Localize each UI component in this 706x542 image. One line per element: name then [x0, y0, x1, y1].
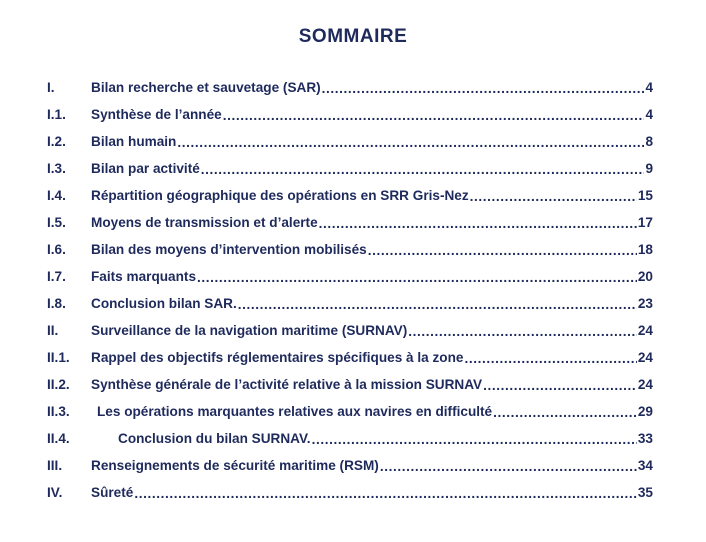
toc-entry[interactable] — [47, 425, 653, 452]
toc-entry-number: I.1. — [47, 107, 66, 122]
toc-entry[interactable] — [47, 209, 653, 236]
toc-dot-leader — [319, 216, 637, 231]
toc-entry[interactable] — [47, 290, 653, 317]
page-title: SOMMAIRE — [298, 26, 408, 47]
toc-entry-title: Répartition géographique des opérations en SRR Gris-Nez — [91, 188, 469, 203]
toc-entry-title: Surveillance de la navigation maritime (SURNAV) — [91, 323, 408, 338]
toc-entry-page: 33 — [637, 431, 653, 446]
toc-entry-page: 17 — [637, 215, 653, 230]
toc-entry-page: 9 — [645, 161, 653, 176]
toc-entry-title: Sûreté — [91, 485, 134, 500]
toc-entry-title: Bilan des moyens d’intervention mobilisés — [91, 242, 367, 257]
toc-entry-number: I.3. — [47, 161, 66, 176]
toc-dot-leader — [322, 81, 644, 96]
toc-entry[interactable] — [47, 74, 653, 101]
toc-entry-number: II. — [47, 323, 59, 338]
toc-entry-page: 8 — [645, 134, 653, 149]
toc-entry-title: Synthèse de l’année — [91, 107, 222, 122]
toc-entry-number: I. — [47, 80, 55, 95]
toc-entry[interactable] — [47, 155, 653, 182]
toc-entry-number: I.2. — [47, 134, 66, 149]
toc-entry-title: Renseignements de sécurité maritime (RSM) — [91, 458, 379, 473]
toc-entry-number: II.2. — [47, 377, 70, 392]
toc-dot-leader — [470, 189, 637, 204]
toc-entry-page: 29 — [637, 404, 653, 419]
toc-entry-page: 23 — [637, 296, 653, 311]
toc-dot-leader — [134, 486, 637, 501]
toc-entry-title: Bilan par activité — [91, 161, 200, 176]
toc-entry-page: 4 — [645, 107, 653, 122]
toc-entry-number: I.7. — [47, 269, 66, 284]
toc-entry-title: Moyens de transmission et d’alerte — [91, 215, 318, 230]
toc-dot-leader — [223, 108, 644, 123]
toc-entry-title: Conclusion du bilan SURNAV. — [118, 431, 311, 446]
toc-entry-title: Conclusion bilan SAR. — [91, 296, 237, 311]
table-of-contents — [47, 74, 653, 506]
toc-entry-page: 34 — [637, 458, 653, 473]
toc-entry[interactable] — [47, 128, 653, 155]
toc-dot-leader — [493, 405, 637, 420]
toc-entry-number: II.3. — [47, 404, 70, 419]
toc-entry[interactable] — [47, 101, 653, 128]
toc-entry-number: I.8. — [47, 296, 66, 311]
toc-entry[interactable] — [47, 317, 653, 344]
toc-entry[interactable] — [47, 398, 653, 425]
toc-entry-number: IV. — [47, 485, 63, 500]
toc-entry-title: Les opérations marquantes relatives aux navires en difficulté — [97, 404, 493, 419]
toc-dot-leader — [464, 351, 636, 366]
toc-entry-page: 20 — [637, 269, 653, 284]
toc-entry[interactable] — [47, 263, 653, 290]
toc-entry-page: 35 — [637, 485, 653, 500]
toc-entry[interactable] — [47, 344, 653, 371]
toc-entry-number: II.4. — [47, 431, 70, 446]
toc-entry-page: 24 — [637, 323, 653, 338]
toc-entry-title: Bilan humain — [91, 134, 177, 149]
toc-entry[interactable] — [47, 182, 653, 209]
toc-dot-leader — [238, 297, 637, 312]
toc-entry-page: 24 — [637, 350, 653, 365]
toc-entry-number: III. — [47, 458, 63, 473]
toc-entry-title: Faits marquants — [91, 269, 196, 284]
toc-entry[interactable] — [47, 452, 653, 479]
toc-entry-title: Synthèse générale de l’activité relative à la mission SURNAV — [91, 377, 483, 392]
toc-dot-leader — [312, 432, 637, 447]
toc-dot-leader — [201, 162, 644, 177]
toc-dot-leader — [177, 135, 644, 150]
toc-dot-leader — [380, 459, 637, 474]
toc-entry-page: 18 — [637, 242, 653, 257]
toc-dot-leader — [483, 378, 637, 393]
toc-entry-number: I.5. — [47, 215, 66, 230]
toc-entry[interactable] — [47, 371, 653, 398]
toc-entry[interactable] — [47, 236, 653, 263]
toc-entry-page: 24 — [637, 377, 653, 392]
toc-entry-page: 4 — [645, 80, 653, 95]
toc-entry-number: I.6. — [47, 242, 66, 257]
toc-entry-page: 15 — [637, 188, 653, 203]
toc-entry-number: II.1. — [47, 350, 70, 365]
toc-dot-leader — [197, 270, 637, 285]
toc-entry-title: Bilan recherche et sauvetage (SAR) — [91, 80, 321, 95]
toc-entry-title: Rappel des objectifs réglementaires spécifiques à la zone — [91, 350, 464, 365]
toc-dot-leader — [368, 243, 637, 258]
toc-entry[interactable] — [47, 479, 653, 506]
toc-entry-number: I.4. — [47, 188, 66, 203]
toc-dot-leader — [408, 324, 637, 339]
